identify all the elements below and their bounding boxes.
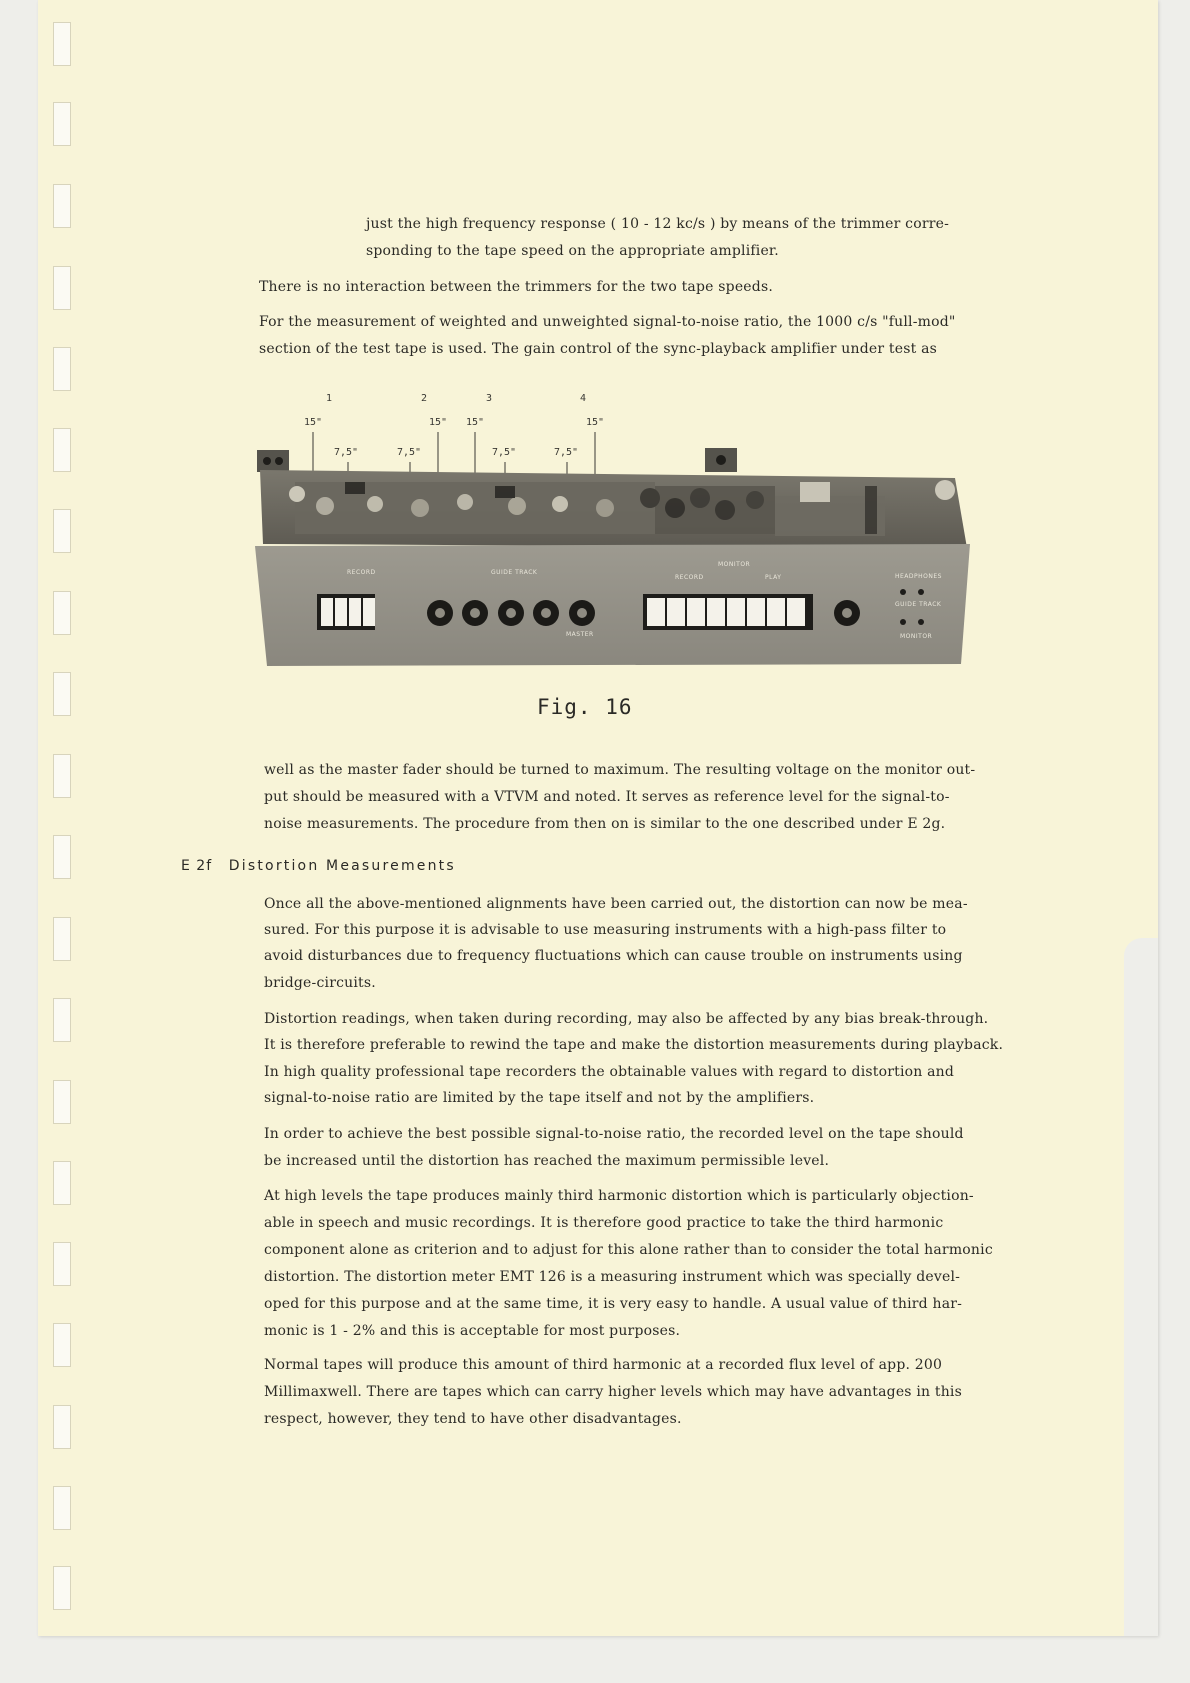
binder-hole [53,672,71,716]
body-line: For the measurement of weighted and unweighted signal-to-noise ratio, the 1000 c/s "full-mod" [259,314,956,330]
body-line: noise measurements. The procedure from then on is similar to the one described under E 2g. [264,816,946,832]
body-line: sponding to the tape speed on the appropriate amplifier. [366,243,779,259]
panel-label-headphones: HEADPHONES [895,573,942,580]
callout-number-4: 4 [580,393,587,404]
binder-hole [53,1080,71,1124]
body-line: component alone as criterion and to adjust for this alone rather than to consider the total harmonic [264,1242,993,1258]
body-line: Distortion readings, when taken during recording, may also be affected by any bias break-through. [264,1011,989,1027]
figure-16 [255,386,975,668]
binder-hole [53,102,71,146]
binder-hole [53,1405,71,1449]
binder-hole [53,917,71,961]
binder-hole [53,835,71,879]
body-line: distortion. The distortion meter EMT 126 is a measuring instrument which was specially devel- [264,1269,961,1285]
binder-hole [53,347,71,391]
binder-hole [53,591,71,635]
body-line: just the high frequency response ( 10 - 12 kc/s ) by means of the trimmer corre- [366,216,950,232]
callout-speed: 7,5" [397,447,422,458]
panel-label-master: MASTER [566,631,594,638]
binder-hole [53,1242,71,1286]
callout-number-2: 2 [421,393,428,404]
body-line: able in speech and music recordings. It is therefore good practice to take the third harmonic [264,1215,944,1231]
body-line: put should be measured with a VTVM and noted. It serves as reference level for the signal-to- [264,789,950,805]
amplifier-photo [255,386,975,668]
panel-label-guide-track-2: GUIDE TRACK [895,601,942,608]
body-line: There is no interaction between the trimmers for the two tape speeds. [259,279,773,295]
body-line: Millimaxwell. There are tapes which can carry higher levels which may have advantages in this [264,1384,962,1400]
body-line: monic is 1 - 2% and this is acceptable for most purposes. [264,1323,681,1339]
page-edge-notch [1124,938,1158,1636]
callout-speed: 15" [304,417,323,428]
callout-speed: 15" [586,417,605,428]
body-line: bridge-circuits. [264,975,376,991]
panel-label-record: RECORD [347,569,376,576]
binder-hole [53,266,71,310]
body-line: avoid disturbances due to frequency fluctuations which can cause trouble on instruments using [264,948,963,964]
panel-label-record-2: RECORD [675,574,704,581]
panel-label-monitor-2: MONITOR [900,633,933,640]
figure-caption: Fig. 16 [537,695,633,719]
panel-label-play: PLAY [765,574,782,581]
body-line: Normal tapes will produce this amount of third harmonic at a recorded flux level of app. 200 [264,1357,943,1373]
binder-hole [53,428,71,472]
body-line: In high quality professional tape recorders the obtainable values with regard to distortion and [264,1064,955,1080]
callout-speed: 7,5" [554,447,579,458]
binder-hole [53,1566,71,1610]
callout-speed: 15" [429,417,448,428]
section-code: E 2f [181,858,213,874]
body-line: sured. For this purpose it is advisable to use measuring instruments with a high-pass filter to [264,922,947,938]
binder-hole [53,184,71,228]
binder-hole [53,1323,71,1367]
binder-hole [53,998,71,1042]
body-line: respect, however, they tend to have other disadvantages. [264,1411,682,1427]
body-line: signal-to-noise ratio are limited by the tape itself and not by the amplifiers. [264,1090,815,1106]
binder-hole [53,509,71,553]
section-heading [181,858,456,874]
body-line: well as the master fader should be turned to maximum. The resulting voltage on the monitor out- [264,762,976,778]
body-line: It is therefore preferable to rewind the tape and make the distortion measurements during playback. [264,1037,1004,1053]
binder-hole [53,1486,71,1530]
binder-hole [53,754,71,798]
callout-number-3: 3 [486,393,493,404]
body-line: section of the test tape is used. The gain control of the sync-playback amplifier under test as [259,341,938,357]
section-title: Distortion Measurements [228,858,456,874]
binder-hole [53,1161,71,1205]
body-line: Once all the above-mentioned alignments have been carried out, the distortion can now be mea- [264,896,968,912]
body-line: oped for this purpose and at the same time, it is very easy to handle. A usual value of third har- [264,1296,963,1312]
callout-number-1: 1 [326,393,333,404]
body-line: be increased until the distortion has reached the maximum permissible level. [264,1153,830,1169]
callout-speed: 7,5" [492,447,517,458]
body-line: In order to achieve the best possible signal-to-noise ratio, the recorded level on the tape should [264,1126,964,1142]
binder-hole [53,22,71,66]
callout-speed: 7,5" [334,447,359,458]
panel-label-guide-track: GUIDE TRACK [491,569,538,576]
panel-label-monitor: MONITOR [718,561,751,568]
callout-speed: 15" [466,417,485,428]
body-line: At high levels the tape produces mainly third harmonic distortion which is particularly objection- [264,1188,974,1204]
